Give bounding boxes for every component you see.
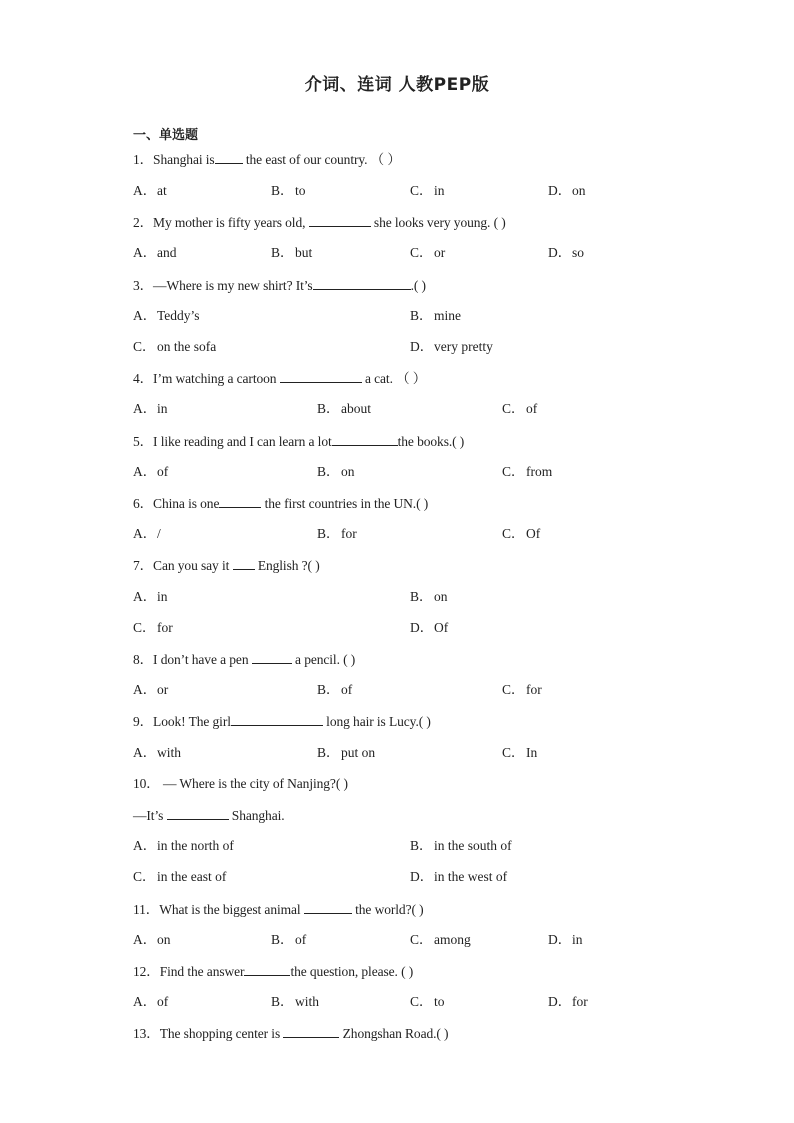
option-d[interactable]: D．very pretty — [410, 339, 493, 354]
answer-blank[interactable] — [167, 806, 229, 820]
option-b[interactable]: B．put on — [317, 745, 376, 760]
question-text: 2．My mother is fifty years old, — [133, 215, 309, 230]
answer-blank[interactable] — [231, 712, 323, 726]
answer-blank[interactable] — [304, 900, 352, 914]
option-b[interactable]: B．on — [410, 589, 448, 604]
question-text: .( ) — [410, 278, 426, 293]
option-a[interactable]: A．/ — [133, 526, 161, 541]
question-text: 7．Can you say it — [133, 558, 233, 573]
option-c[interactable]: C．among — [410, 932, 471, 947]
option-c[interactable]: C．or — [410, 245, 446, 260]
question-8 — [133, 650, 355, 669]
question-text: 3．—Where is my new shirt? It’s — [133, 278, 313, 293]
question-12 — [133, 962, 413, 981]
option-d[interactable]: D．in — [548, 932, 583, 947]
answer-blank[interactable] — [244, 962, 290, 976]
page-title: 介词、连词 人教PEP版 — [304, 75, 490, 95]
question-text: the world?( ) — [351, 902, 424, 917]
option-d[interactable]: D．for — [548, 994, 588, 1009]
option-c[interactable]: C．Of — [502, 526, 541, 541]
answer-blank[interactable] — [233, 556, 255, 570]
question-text: 5．I like reading and I can learn a lot — [133, 434, 332, 449]
question-text: a cat. （ ） — [361, 371, 427, 386]
question-5 — [133, 432, 464, 451]
option-c[interactable]: C．in the east of — [133, 869, 227, 884]
question-3 — [133, 276, 426, 295]
question-text: a pencil. ( ) — [291, 652, 356, 667]
question-text: 8．I don’t have a pen — [133, 652, 252, 667]
question-text: she looks very young. ( ) — [370, 215, 506, 230]
question-7 — [133, 556, 320, 575]
question-text: the books.( ) — [397, 434, 465, 449]
question-1 — [133, 150, 401, 169]
question-11 — [133, 900, 424, 919]
question-10 — [133, 775, 348, 793]
option-d[interactable]: D．in the west of — [410, 869, 508, 884]
option-a[interactable]: A．in the north of — [133, 838, 234, 853]
question-text: 11．What is the biggest animal — [133, 902, 304, 917]
question-6 — [133, 494, 428, 513]
option-d[interactable]: D．on — [548, 183, 586, 198]
answer-blank[interactable] — [252, 650, 292, 664]
option-a[interactable]: A．on — [133, 932, 171, 947]
option-b[interactable]: B．for — [317, 526, 357, 541]
answer-blank[interactable] — [283, 1024, 339, 1038]
question-text: 4．I’m watching a cartoon — [133, 371, 280, 386]
question-text: 1．Shanghai is — [133, 152, 215, 167]
answer-blank[interactable] — [215, 150, 243, 164]
question-9 — [133, 712, 431, 731]
option-b[interactable]: B．on — [317, 464, 355, 479]
option-c[interactable]: C．In — [502, 745, 538, 760]
option-a[interactable]: A．or — [133, 682, 169, 697]
question-text: English ?( ) — [254, 558, 320, 573]
question-text: 9．Look! The girl — [133, 714, 231, 729]
option-b[interactable]: B．of — [271, 932, 307, 947]
option-b[interactable]: B．mine — [410, 308, 461, 323]
option-c[interactable]: C．to — [410, 994, 445, 1009]
option-d[interactable]: D．so — [548, 245, 585, 260]
question-4 — [133, 369, 426, 388]
answer-blank[interactable] — [309, 213, 371, 227]
question-2 — [133, 213, 506, 232]
option-c[interactable]: C．on the sofa — [133, 339, 217, 354]
option-a[interactable]: A．and — [133, 245, 177, 260]
option-b[interactable]: B．of — [317, 682, 353, 697]
question-text: the east of our country. （ ） — [242, 152, 401, 167]
option-c[interactable]: C．for — [502, 682, 542, 697]
question-text: Shanghai. — [228, 808, 285, 823]
question-text: Zhongshan Road.( ) — [339, 1026, 449, 1041]
answer-blank[interactable] — [219, 494, 261, 508]
answer-blank[interactable] — [332, 432, 398, 446]
question-text: long hair is Lucy.( ) — [322, 714, 431, 729]
option-c[interactable]: C．for — [133, 620, 173, 635]
option-a[interactable]: A．of — [133, 464, 169, 479]
option-a[interactable]: A．of — [133, 994, 169, 1009]
question-text: —It’s — [133, 808, 167, 823]
option-a[interactable]: A．in — [133, 401, 168, 416]
question-text: 12．Find the answer — [133, 964, 245, 979]
answer-blank[interactable] — [280, 369, 362, 383]
question-text: the question, please. ( ) — [290, 964, 414, 979]
option-b[interactable]: B．to — [271, 183, 306, 198]
question-10-line-2 — [133, 806, 285, 825]
question-text: 6．China is one — [133, 496, 220, 511]
question-text: 10． — Where is the city of Nanjing?( ) — [133, 776, 348, 791]
option-b[interactable]: B．about — [317, 401, 371, 416]
option-b[interactable]: B．in the south of — [410, 838, 512, 853]
option-b[interactable]: B．but — [271, 245, 313, 260]
option-d[interactable]: D．Of — [410, 620, 449, 635]
option-b[interactable]: B．with — [271, 994, 320, 1009]
option-a[interactable]: A．with — [133, 745, 182, 760]
option-c[interactable]: C．from — [502, 464, 553, 479]
option-a[interactable]: A．Teddy’s — [133, 308, 200, 323]
question-text: the first countries in the UN.( ) — [261, 496, 429, 511]
question-text: 13．The shopping center is — [133, 1026, 284, 1041]
section-heading: 一、单选题 — [133, 128, 199, 143]
option-a[interactable]: A．in — [133, 589, 168, 604]
answer-blank[interactable] — [313, 276, 411, 290]
option-a[interactable]: A．at — [133, 183, 167, 198]
question-13 — [133, 1024, 448, 1043]
option-c[interactable]: C．in — [410, 183, 445, 198]
option-c[interactable]: C．of — [502, 401, 538, 416]
